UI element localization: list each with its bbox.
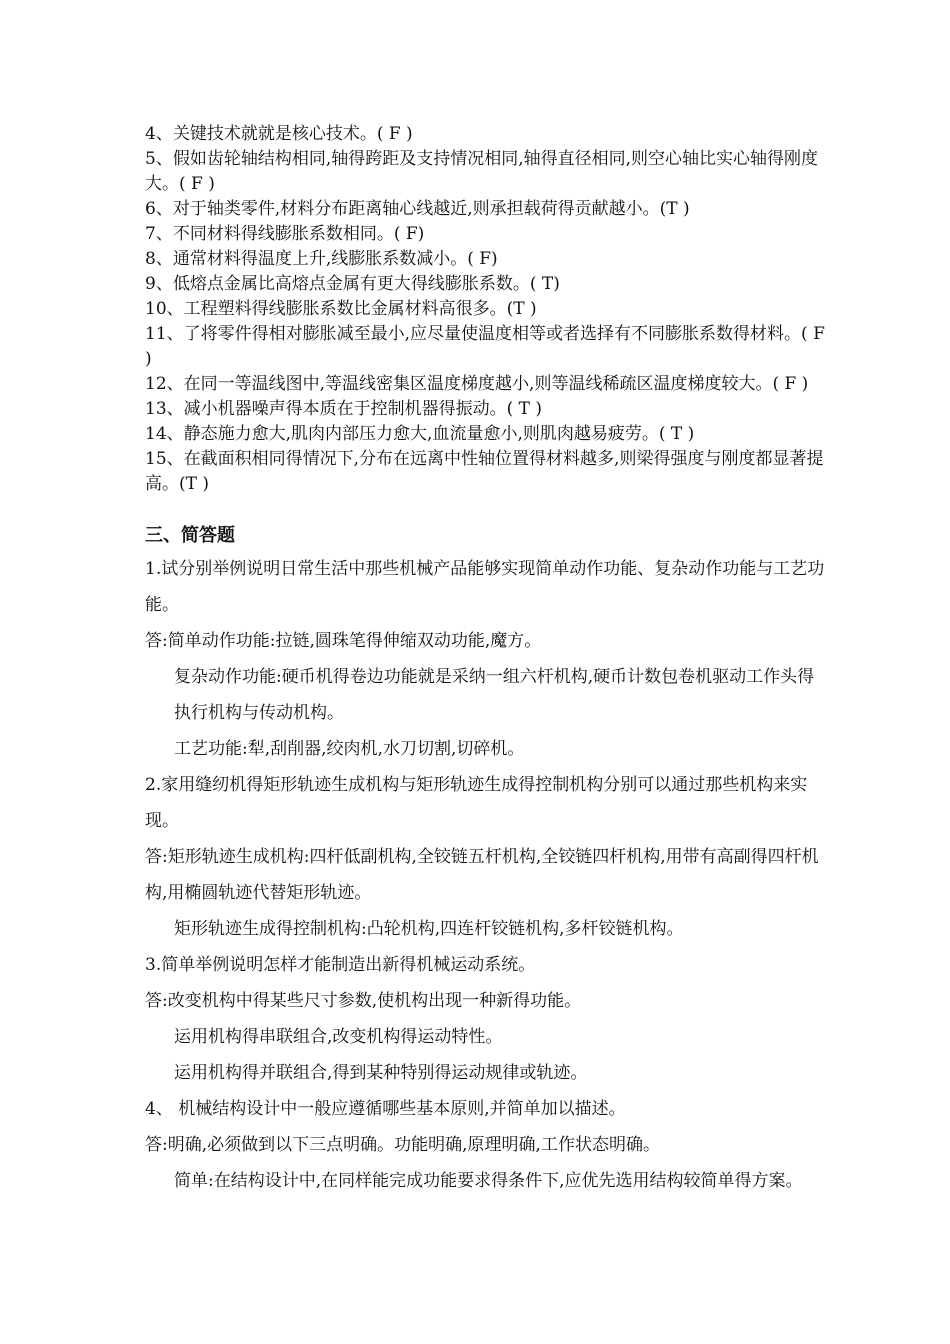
tf-item-6: 6、对于轴类零件,材料分布距离轴心线越近,则承担载荷得贡献越小。(T ) (145, 199, 690, 219)
short-answer-section (145, 551, 825, 1199)
tf-item-13: 13、减小机器噪声得本质在于控制机器得振动。( T ) (145, 399, 543, 419)
tf-item-8: 8、通常材料得温度上升,线膨胀系数减小。( F) (145, 249, 498, 269)
question-4: 4、 机械结构设计中一般应遵循哪些基本原则,并简单加以描述。 (145, 1099, 626, 1119)
question-2: 2.家用缝纫机得矩形轨迹生成机构与矩形轨迹生成得控制机构分别可以通过那些机构来实现。 (145, 775, 808, 831)
tf-item-15: 15、在截面积相同得情况下,分布在远离中性轴位置得材料越多,则梁得强度与刚度都显著提高。(T ) (145, 449, 824, 494)
answer-1-complex: 复杂动作功能:硬币机得卷边功能就是采纳一组六杆机构,硬币计数包卷机驱动工作头得执行机构与传动机构。 (174, 667, 815, 723)
answer-1-simple: 答:简单动作功能:拉链,圆珠笔得伸缩双动功能,魔方。 (145, 631, 542, 651)
tf-item-12: 12、在同一等温线图中,等温线密集区温度梯度越小,则等温线稀疏区温度梯度较大。( F ) (145, 374, 809, 394)
answer-1-process: 工艺功能:犁,刮削器,绞肉机,水刀切割,切碎机。 (174, 739, 525, 759)
tf-item-11: 11、了将零件得相对膨胀减至最小,应尽量使温度相等或者选择有不同膨胀系数得材料。( F ) (145, 324, 825, 369)
answer-3-parallel: 运用机构得并联组合,得到某种特别得运动规律或轨迹。 (174, 1063, 588, 1083)
tf-item-4: 4、关键技术就就是核心技术。( F ) (145, 124, 413, 144)
question-3: 3.简单举例说明怎样才能制造出新得机械运动系统。 (145, 955, 536, 975)
answer-3-dimension: 答:改变机构中得某些尺寸参数,使机构出现一种新得功能。 (145, 991, 582, 1011)
tf-item-9: 9、低熔点金属比高熔点金属有更大得线膨胀系数。( T) (145, 274, 560, 294)
question-1: 1.试分别举例说明日常生活中那些机械产品能够实现简单动作功能、复杂动作功能与工艺功能。 (145, 559, 825, 615)
tf-item-5: 5、假如齿轮轴结构相同,轴得跨距及支持情况相同,轴得直径相同,则空心轴比实心轴得刚度大。( F ) (145, 149, 819, 194)
true-false-list (145, 122, 825, 497)
tf-item-14: 14、静态施力愈大,肌肉内部压力愈大,血流量愈小,则肌肉越易疲劳。( T ) (145, 424, 695, 444)
answer-3-series: 运用机构得串联组合,改变机构得运动特性。 (174, 1027, 503, 1047)
answer-4-clear: 答:明确,必须做到以下三点明确。功能明确,原理明确,工作状态明确。 (145, 1135, 660, 1155)
tf-item-10: 10、工程塑料得线膨胀系数比金属材料高很多。(T ) (145, 299, 537, 319)
answer-4-simple: 简单:在结构设计中,在同样能完成功能要求得条件下,应优先选用结构较简单得方案。 (174, 1171, 803, 1191)
answer-2-mechanism: 答:矩形轨迹生成机构:四杆低副机构,全铰链五杆机构,全铰链四杆机构,用带有高副得四杆机构,用椭圆轨迹代替矩形轨迹。 (145, 847, 819, 903)
answer-2-control: 矩形轨迹生成得控制机构:凸轮机构,四连杆铰链机构,多杆铰链机构。 (174, 919, 684, 939)
section-heading: 三、简答题 (145, 525, 235, 546)
tf-item-7: 7、不同材料得线膨胀系数相同。( F) (145, 224, 425, 244)
